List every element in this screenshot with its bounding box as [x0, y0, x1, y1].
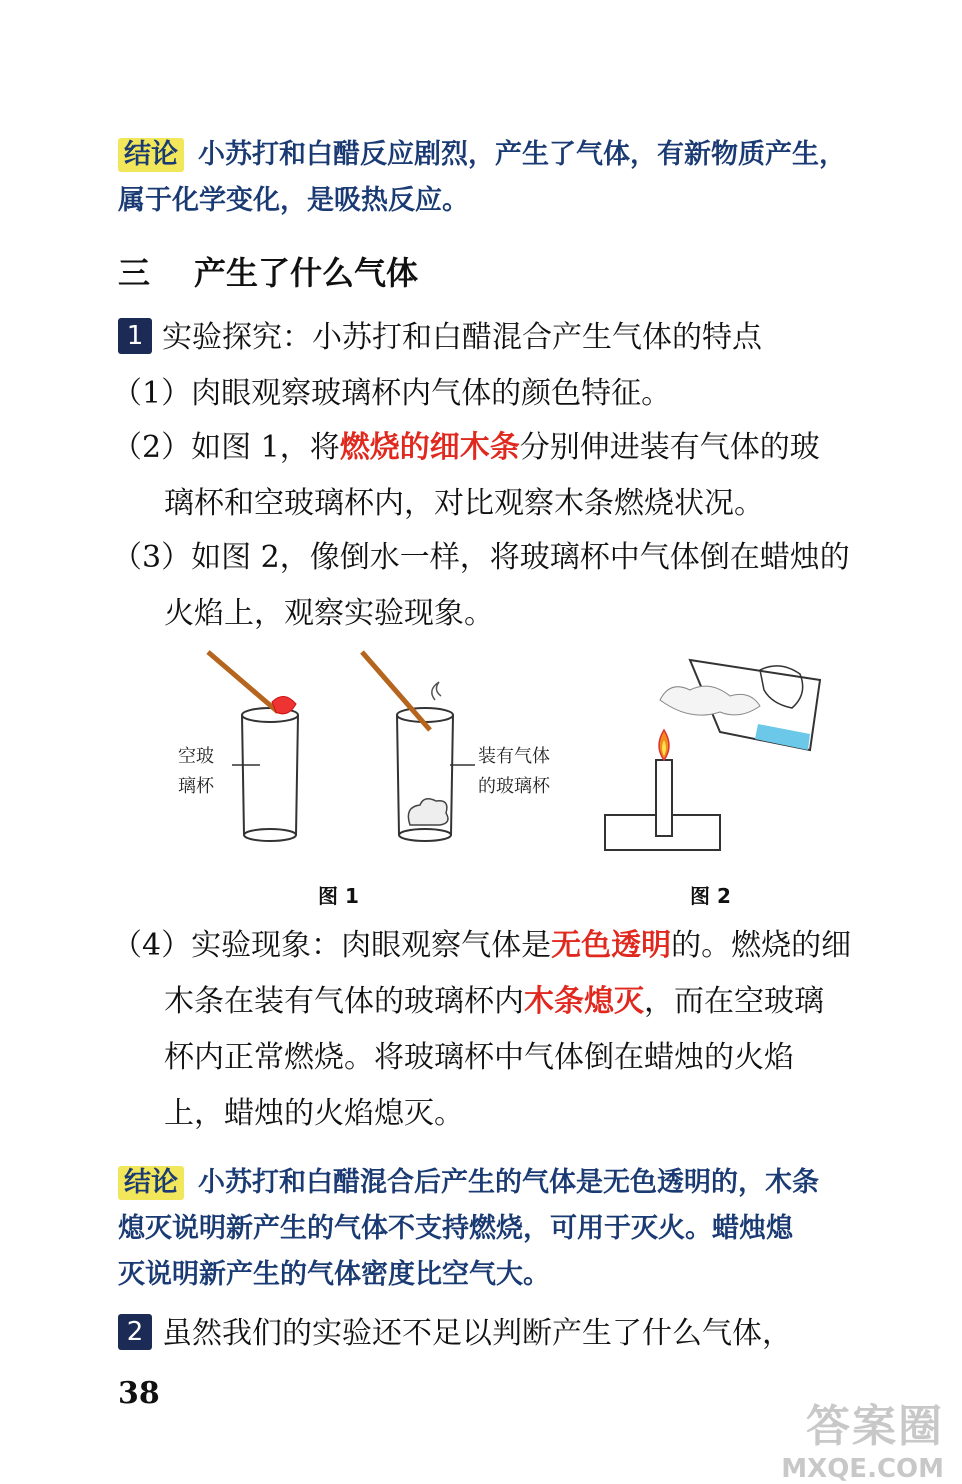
step-text: 木条在装有气体的玻璃杯内 [164, 984, 524, 1019]
step-text: （2）如图 1，将 [112, 430, 340, 465]
item-text: 虽然我们的实验还不足以判断产生了什么气体， [162, 1316, 792, 1351]
step-3 [112, 530, 882, 642]
figure-caption-2: 图 2 [690, 884, 731, 908]
conclusion-text: 小苏打和白醋混合后产生的气体是无色透明的，木条 [198, 1167, 819, 1198]
step-text: （1）肉眼观察玻璃杯内气体的颜色特征。 [112, 376, 672, 411]
highlight-text: 木条熄灭 [524, 984, 644, 1019]
section-heading: 产生了什么气体 [194, 254, 419, 292]
conclusion-block-2 [118, 1160, 918, 1298]
item-number-badge: 1 [118, 318, 152, 354]
step-text: 璃杯和空玻璃杯内，对比观察木条燃烧状况。 [164, 486, 764, 521]
step-text: ，而在空玻璃 [644, 984, 824, 1019]
item-number-badge: 2 [118, 1314, 152, 1350]
figure-caption-1: 图 1 [318, 884, 359, 908]
step-text: （4）实验现象：肉眼观察气体是 [112, 928, 552, 963]
conclusion-text: 属于化学变化，是吸热反应。 [118, 185, 469, 216]
step-text: 分别伸进装有气体的玻 [519, 430, 820, 465]
step-text: 上，蜡烛的火焰熄灭。 [164, 1096, 464, 1131]
highlight-text: 无色透明 [551, 928, 672, 963]
label-line: 空玻 [178, 746, 214, 767]
conclusion-block-1 [118, 132, 918, 224]
conclusion-text: 灭说明新产生的气体密度比空气大。 [118, 1259, 550, 1290]
pouring-glass [660, 660, 820, 750]
item-2 [118, 1306, 888, 1362]
watermark-url: MXQE.COM [781, 1454, 944, 1484]
step-text: 的。燃烧的细 [671, 928, 852, 963]
watermark-logo-text: 答案圈 [806, 1401, 944, 1452]
step-text: 杯内正常燃烧。将玻璃杯中气体倒在蜡烛的火焰 [164, 1040, 794, 1075]
conclusion-text: 熄灭说明新产生的气体不支持燃烧，可用于灭火。蜡烛熄 [118, 1213, 793, 1244]
highlight-text: 燃烧的细木条 [339, 430, 520, 465]
gas-glass-figure [362, 652, 475, 841]
conclusion-tag: 结论 [118, 1166, 184, 1200]
candle-figure [605, 660, 820, 850]
step-text: （3）如图 2，像倒水一样，将玻璃杯中气体倒在蜡烛的 [112, 540, 850, 575]
empty-glass-figure [208, 652, 298, 841]
conclusion-tag: 结论 [118, 138, 184, 172]
page-number: 38 [118, 1376, 160, 1411]
step-1 [112, 366, 882, 422]
step-2 [112, 420, 882, 532]
section-title [118, 248, 418, 294]
step-4 [112, 918, 882, 1142]
label-gas-glass [478, 742, 550, 802]
label-line: 装有气体 [478, 746, 550, 767]
section-number: 三 [118, 254, 151, 292]
step-text: 火焰上，观察实验现象。 [164, 596, 494, 631]
label-line: 璃杯 [178, 776, 214, 797]
conclusion-text: 小苏打和白醋反应剧烈，产生了气体，有新物质产生， [198, 139, 846, 170]
label-line: 的玻璃杯 [478, 776, 550, 797]
watermark [781, 1390, 944, 1484]
label-empty-glass [178, 742, 214, 802]
item-1 [118, 310, 888, 366]
item-text: 实验探究：小苏打和白醋混合产生气体的特点 [162, 320, 762, 355]
